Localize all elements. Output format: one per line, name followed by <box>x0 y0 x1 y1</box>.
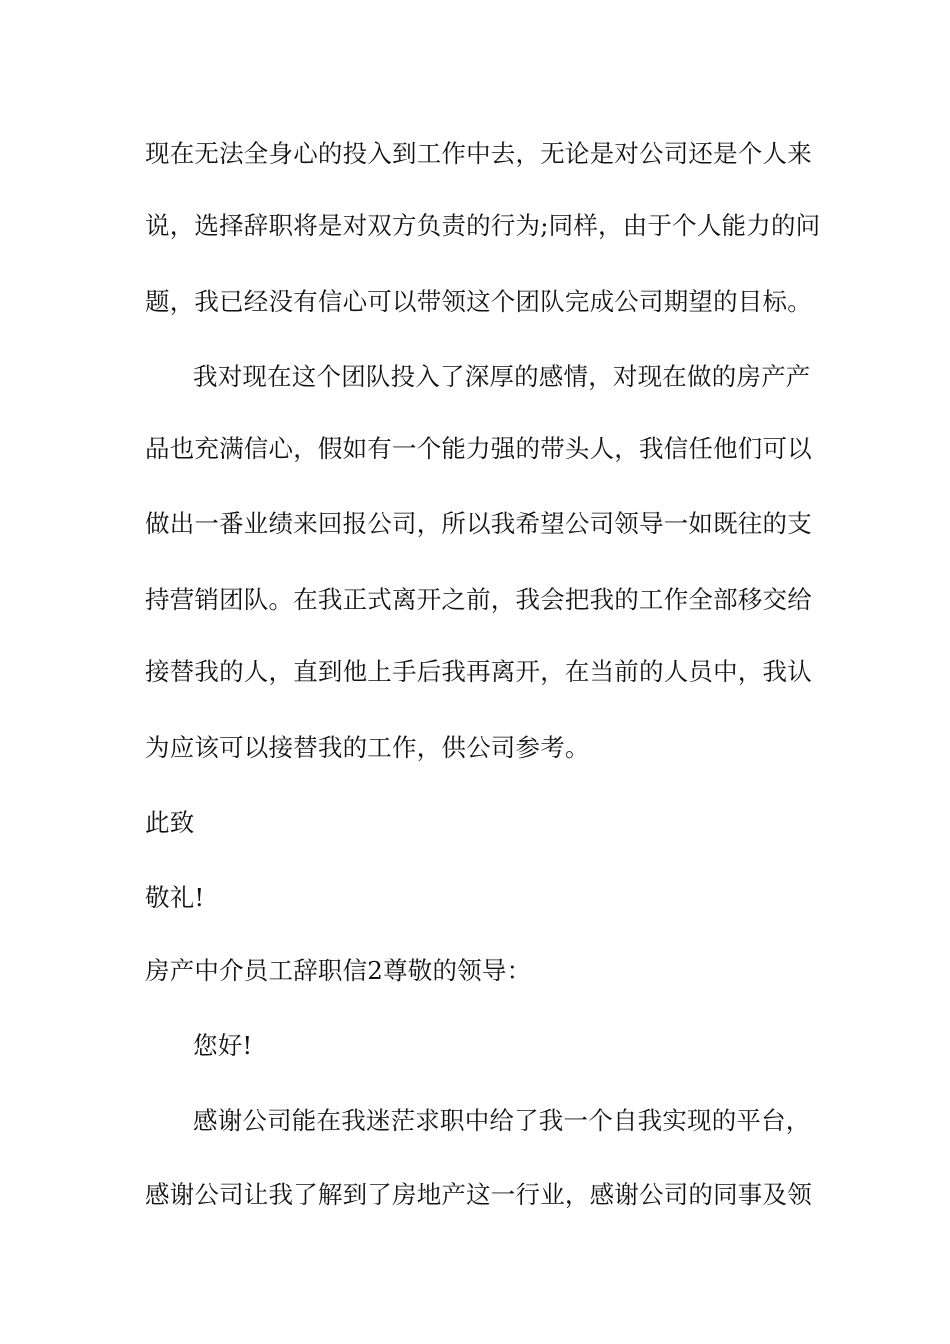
paragraph-line: 持营销团队。在我正式离开之前，我会把我的工作全部移交给 <box>145 585 812 614</box>
paragraph-line: 说，选择辞职将是对双方负责的行为;同样，由于个人能力的问 <box>145 211 821 240</box>
greeting: 您好! <box>193 1031 253 1060</box>
paragraph-line: 感谢公司让我了解到了房地产这一行业，感谢公司的同事及领 <box>145 1180 812 1209</box>
paragraph-line: 做出一番业绩来回报公司，所以我希望公司领导一如既往的支 <box>145 509 812 538</box>
paragraph-line: 品也充满信心，假如有一个能力强的带头人，我信任他们可以 <box>145 434 812 463</box>
closing-salutation: 此致 <box>145 808 195 837</box>
paragraph-line: 为应该可以接替我的工作，供公司参考。 <box>145 733 590 762</box>
paragraph-line: 我对现在这个团队投入了深厚的感情，对现在做的房产产 <box>193 362 811 391</box>
paragraph-line: 题，我已经没有信心可以带领这个团队完成公司期望的目标。 <box>145 287 812 316</box>
paragraph-line: 感谢公司能在我迷茫求职中给了我一个自我实现的平台， <box>193 1106 811 1135</box>
paragraph-line: 接替我的人，直到他上手后我再离开，在当前的人员中，我认 <box>145 657 812 686</box>
paragraph-line: 现在无法全身心的投入到工作中去，无论是对公司还是个人来 <box>145 139 812 168</box>
letter-heading: 房产中介员工辞职信2尊敬的领导： <box>145 956 532 985</box>
closing-regards: 敬礼! <box>145 883 205 912</box>
